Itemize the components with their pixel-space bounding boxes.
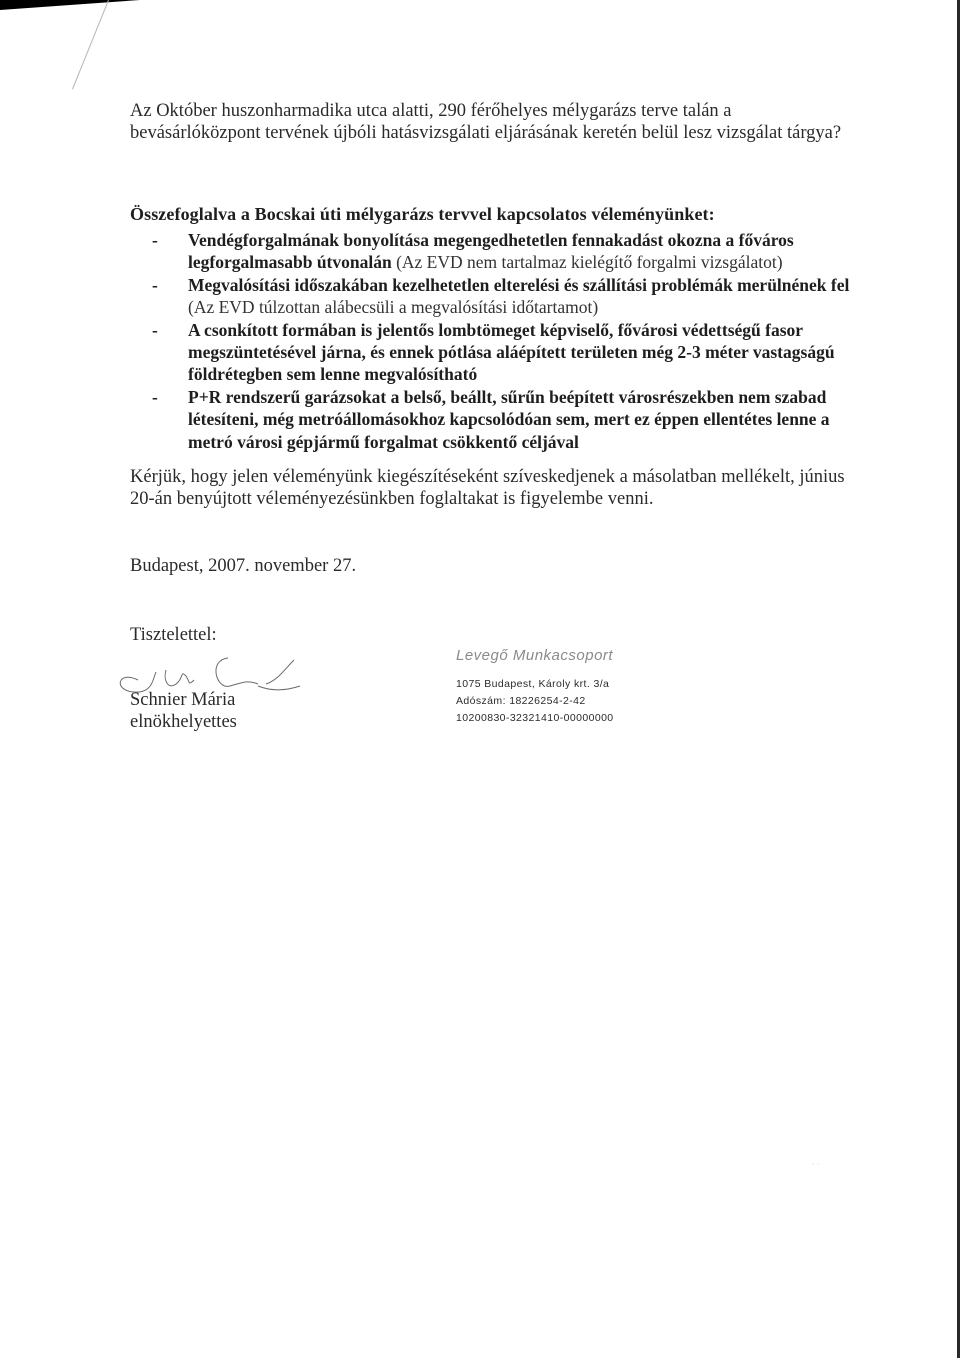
stamp-tax-number: Adószám: 18226254-2-42 [456,695,586,707]
summary-item [130,386,850,453]
request-paragraph: Kérjük, hogy jelen véleményünk kiegészítéseként szíveskedjenek a másolatban mellékelt, június 20-án benyújtott véleményezésünkben foglaltakat is figyelembe venni. [130,467,845,509]
date-line: Budapest, 2007. november 27. [130,556,357,576]
summary-item-text: Vendégforgalmának bonyolítása megengedhetetlen fennakadást okozna a főváros legforgalmasabb útvonalán [188,230,794,273]
summary-item-text: Megvalósítási időszakában kezelhetetlen elterelési és szállítási problémák merülnének fel [188,274,850,295]
summary-item [130,274,850,319]
summary-list [130,229,850,453]
bullet-dash: - [152,274,158,295]
scan-speck: · · [812,1160,820,1169]
organization-stamp [456,646,716,727]
closing-salutation: Tisztelettel: [130,625,217,645]
summary-item-text: A csonkított formában is jelentős lombtömeget képviselő, fővárosi védettségű fasor megszüntetésével járna, és ennek pótlása aláépített területen még 2-3 méter vastagságú földrétegben sem lenne megvalósítható [188,319,835,385]
summary-item [130,319,850,386]
summary-item-note: (Az EVD nem tartalmaz kielégítő forgalmi vizsgálatot) [396,252,783,273]
stamp-address: 1075 Budapest, Károly krt. 3/a [456,678,610,690]
scan-corner-artifact [0,0,140,10]
summary-item [130,229,850,274]
bullet-dash: - [152,319,158,340]
scan-streak-artifact [72,0,109,89]
summary-section [130,203,850,453]
signatory-role: elnökhelyettes [130,712,237,732]
intro-paragraph: Az Október huszonharmadika utca alatti, 290 férőhelyes mélygarázs terve talán a bevásárlóközpont tervének újbóli hatásvizsgálati eljárásának keretén belül lesz vizsgálat tárgya? [130,101,842,143]
summary-title: Összefoglalva a Bocskai úti mélygarázs tervvel kapcsolatos véleményünket: [130,204,715,224]
stamp-organization: Levegő Munkacsoport [456,647,614,664]
summary-item-text: P+R rendszerű garázsokat a belső, beállt, sűrűn beépített városrészekben nem szabad létesíteni, még metróállomásokhoz kapcsolódóan sem, mert ez éppen ellentétes lenne a metró városi gépjármű forgalmat csökkentő céljával [188,386,830,452]
stamp-bank-account: 10200830-32321410-00000000 [456,712,614,724]
signatory-name: Schnier Mária [130,690,236,710]
summary-item-note: (Az EVD túlzottan alábecsüli a megvalósítási időtartamot) [188,297,599,318]
bullet-dash: - [152,230,158,250]
bullet-dash: - [152,386,158,407]
